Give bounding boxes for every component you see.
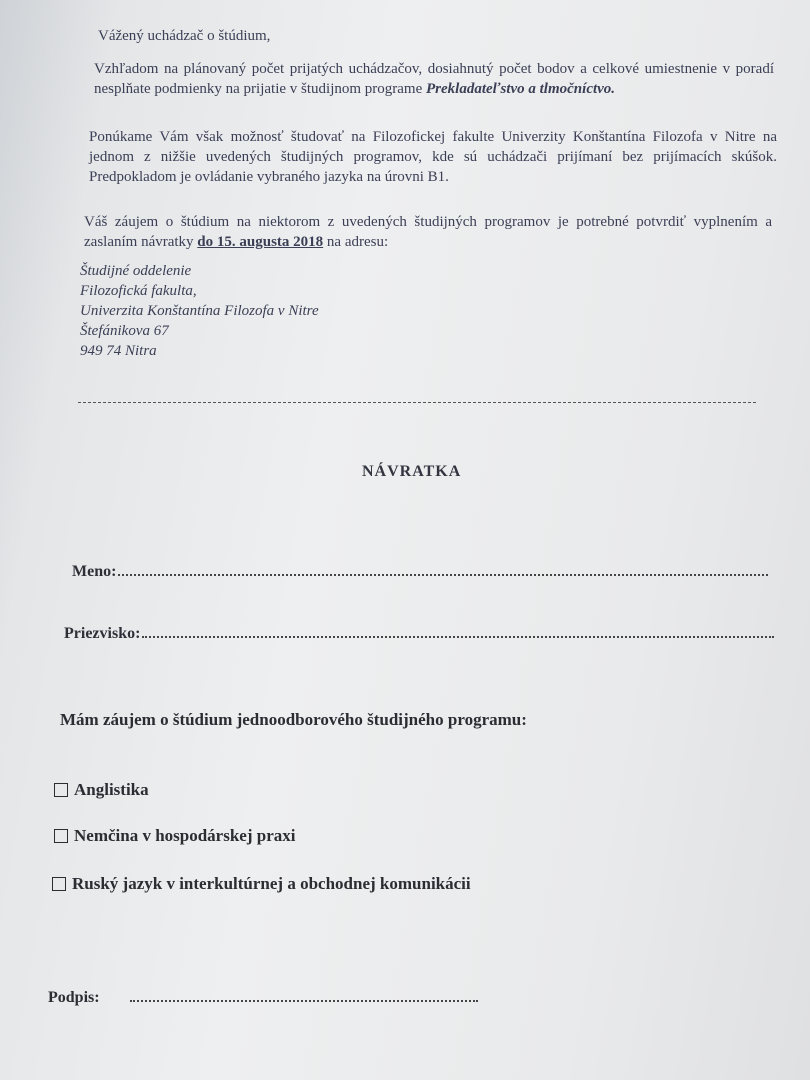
signature-fill-line[interactable] <box>130 988 478 1002</box>
name-label: Meno: <box>72 563 117 580</box>
option-label: Anglistika <box>74 780 149 799</box>
option-label: Ruský jazyk v interkultúrnej a obchodnej komunikácii <box>72 874 471 893</box>
instructions-end: na adresu: <box>323 234 389 250</box>
option-nemcina[interactable] <box>54 826 295 846</box>
instructions-text: Váš záujem o štúdium na niektorom z uvedených študijných programov je potrebné potvrdiť vyplnením a zaslaním návratky <box>84 214 772 250</box>
cut-line <box>78 402 756 403</box>
address-line: Študijné oddelenie <box>80 263 192 279</box>
checkbox-icon[interactable] <box>52 877 66 891</box>
program-question: Mám záujem o štúdium jednoodborového študijného programu: <box>60 710 527 729</box>
checkbox-icon[interactable] <box>54 783 68 797</box>
address-line: Filozofická fakulta, <box>80 283 197 299</box>
option-rusky-jazyk[interactable] <box>52 874 471 894</box>
signature-label: Podpis: <box>48 989 100 1006</box>
form-title: NÁVRATKA <box>362 463 462 480</box>
surname-fill-line[interactable] <box>142 624 774 638</box>
address-line: 949 74 Nitra <box>80 343 157 359</box>
address-line: Univerzita Konštantína Filozofa v Nitre <box>80 303 319 319</box>
surname-field[interactable] <box>64 624 774 643</box>
name-fill-line[interactable] <box>118 562 768 576</box>
paragraph-offer: Ponúkame Vám však možnosť študovať na Filozofickej fakulte Univerzity Konštantína Filozofa v Nitre na jednom z nižšie uvedených študijných programov, kde sú uchádzači prijímaní bez prijímacích skúšok. Predpokladom je ovládanie vybraného jazyka na úrovni B1. <box>89 129 777 185</box>
program-name: Prekladateľstvo a tlmočníctvo. <box>426 81 616 97</box>
name-field[interactable] <box>72 562 768 581</box>
paragraph-instructions <box>84 212 772 252</box>
checkbox-icon[interactable] <box>54 829 68 843</box>
address-line: Štefánikova 67 <box>80 323 169 339</box>
signature-field[interactable] <box>48 988 478 1007</box>
paragraph-rejection <box>94 59 774 99</box>
surname-label: Priezvisko: <box>64 625 141 642</box>
address-block <box>80 261 319 361</box>
paragraph-rejection-text: Vzhľadom na plánovaný počet prijatých uchádzačov, dosiahnutý počet bodov a celkové umiestnenie v poradí nesplňate podmienky na prijatie v študijnom programe <box>94 61 774 97</box>
option-anglistika[interactable] <box>54 780 149 800</box>
option-label: Nemčina v hospodárskej praxi <box>74 826 296 845</box>
deadline: do 15. augusta 2018 <box>197 234 324 250</box>
salutation: Vážený uchádzač o štúdium, <box>98 28 271 44</box>
